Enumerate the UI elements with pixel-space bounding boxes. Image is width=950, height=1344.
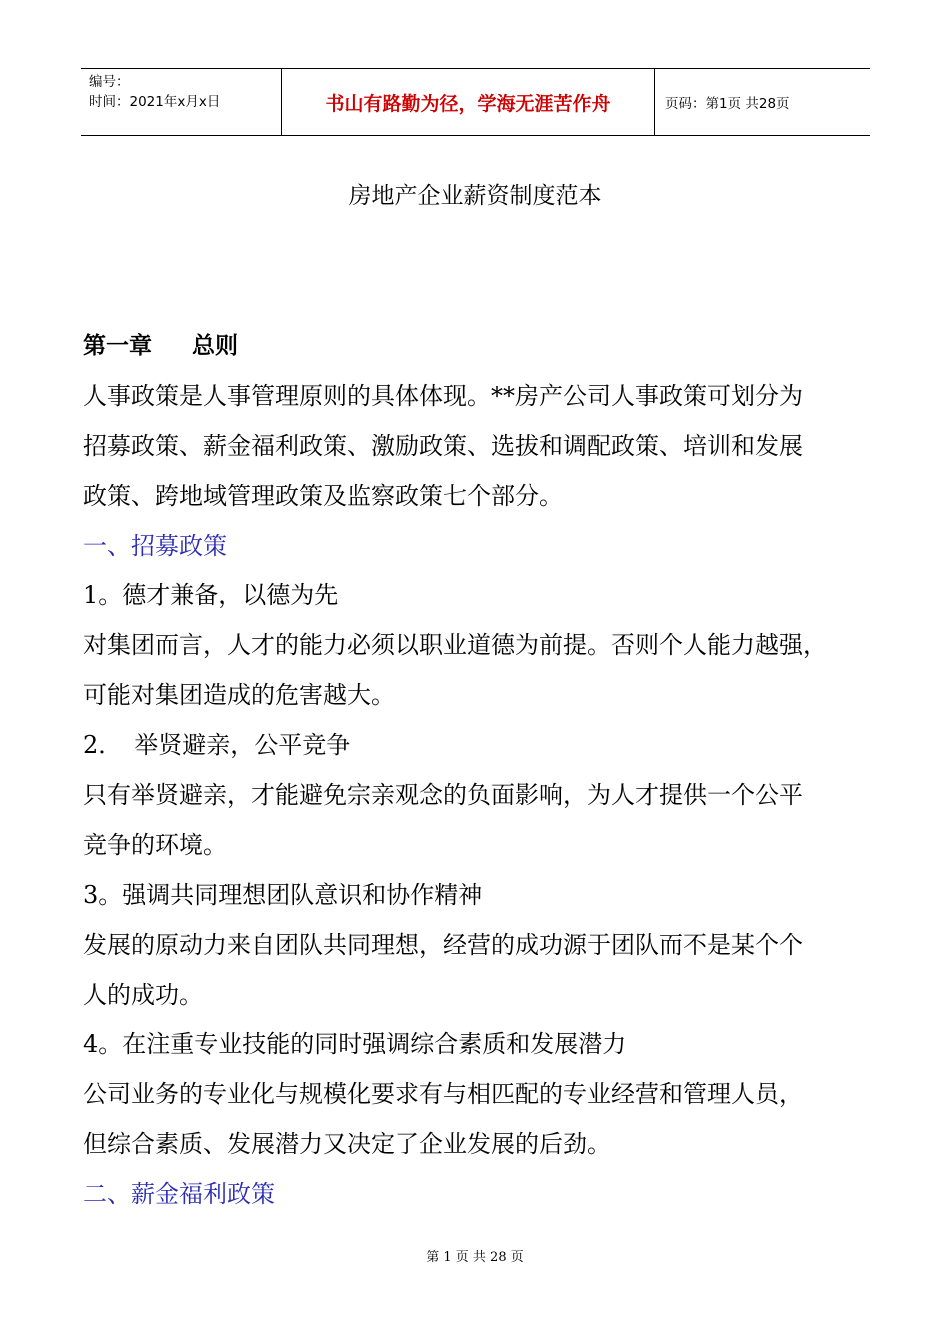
section-heading: 二、薪金福利政策 xyxy=(83,1180,275,1209)
chapter-label: 第一章 xyxy=(83,333,152,359)
time-label: 时间：2021年x月x日 xyxy=(89,94,221,110)
page-footer: 第 1 页 共 28 页 xyxy=(426,1250,524,1265)
number-label: 编号： xyxy=(89,74,130,90)
text-line: 1。德才兼备，以德为先 xyxy=(83,581,339,610)
page-header xyxy=(81,68,870,136)
paragraph-lines xyxy=(83,372,883,1220)
text-line: 公司业务的专业化与规模化要求有与相匹配的专业经营和管理人员， xyxy=(83,1080,803,1109)
text-line: 政策、跨地域管理政策及监察政策七个部分。 xyxy=(83,481,563,510)
header-page-info: 页码：第1页 共28页 xyxy=(665,96,790,112)
chapter-heading xyxy=(83,322,883,372)
text-line: 4。在注重专业技能的同时强调综合素质和发展潜力 xyxy=(83,1030,627,1059)
text-line: 人的成功。 xyxy=(83,980,203,1009)
text-line: 2． 举贤避亲，公平竞争 xyxy=(83,731,351,760)
text-line: 招募政策、薪金福利政策、激励政策、选拔和调配政策、培训和发展 xyxy=(83,431,803,460)
header-motto: 书山有路勤为径，学海无涯苦作舟 xyxy=(281,69,655,135)
text-line: 发展的原动力来自团队共同理想，经营的成功源于团队而不是某个个 xyxy=(83,930,803,959)
text-line: 但综合素质、发展潜力又决定了企业发展的后劲。 xyxy=(83,1130,611,1159)
text-line: 3。强调共同理想团队意识和协作精神 xyxy=(83,880,483,909)
document-title: 房地产企业薪资制度范本 xyxy=(348,183,602,209)
header-meta xyxy=(81,69,281,135)
text-line: 对集团而言，人才的能力必须以职业道德为前提。否则个人能力越强， xyxy=(83,631,827,660)
chapter-title: 总则 xyxy=(192,333,238,359)
document-body xyxy=(83,322,883,1220)
text-line: 人事政策是人事管理原则的具体体现。**房产公司人事政策可划分为 xyxy=(83,381,803,410)
text-line: 可能对集团造成的危害越大。 xyxy=(83,681,395,710)
text-line: 竞争的环境。 xyxy=(83,830,227,859)
section-heading: 一、招募政策 xyxy=(83,531,227,560)
text-line: 只有举贤避亲，才能避免宗亲观念的负面影响，为人才提供一个公平 xyxy=(83,781,803,810)
